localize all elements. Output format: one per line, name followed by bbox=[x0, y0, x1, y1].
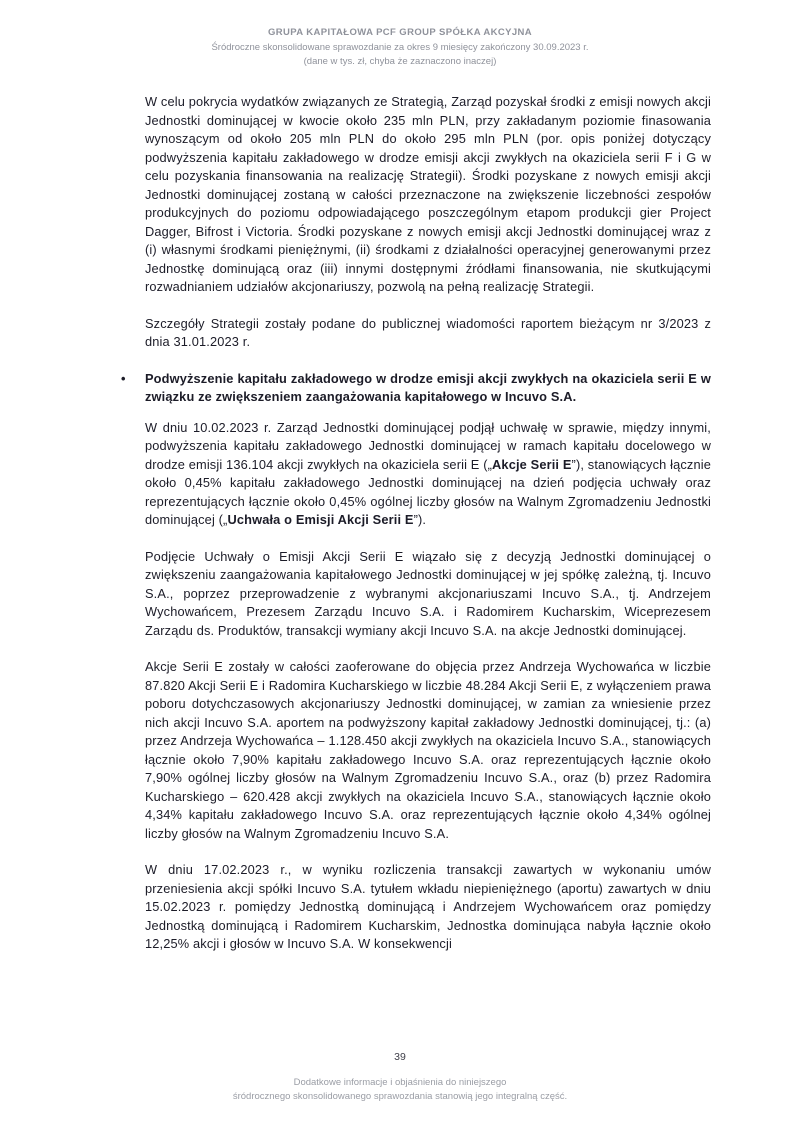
paragraph-strategy-report-reference: Szczegóły Strategii zostały podane do publicznej wiadomości raportem bieżącym nr 3/2023 z dnia 31.01.2023 r. bbox=[145, 315, 711, 349]
paragraph-resolution-series-e: W dniu 10.02.2023 r. Zarząd Jednostki dominującej podjął uchwałę w sprawie, między innymi, podwyższenia kapitału zakładowego Jednostki dominującej w ramach kapitału docelowego w drodze emisji 136.104 akcji zwykłych na okaziciela serii E („Akcje Serii E”), stanowiących łącznie około 0,45% kapitału zakładowego Jednostki dominującej na dzień podjęcia uchwały oraz reprezentujących łącznie około 0,45% ogólnej liczby głosów na Walnym Zgromadzeniu Jednostki dominującej („Uchwała o Emisji Akcji Serii E”). bbox=[145, 419, 711, 527]
document-footer bbox=[0, 1051, 800, 1104]
paragraph-transaction-settlement: W dniu 17.02.2023 r., w wyniku rozliczenia transakcji zawartych w wykonaniu umów przeniesienia akcji spółki Incuvo S.A. tytułem wkładu niepieniężnego (aportu) zawartych w dniu 15.02.2023 r. pomiędzy Jednostką dominującą i Andrzejem Wychowańcem oraz pomiędzy Jednostką dominującą i Radomirem Kucharskim, Jednostka dominująca nabyła łącznie około 12,25% akcji i głosów w Incuvo S.A. W konsekwencji bbox=[145, 862, 711, 951]
document-header bbox=[0, 27, 800, 70]
document-body bbox=[121, 93, 711, 972]
footer-note-line1: Dodatkowe informacje i objaśnienia do niniejszego bbox=[293, 1077, 507, 1088]
bullet-list-item-series-e bbox=[121, 370, 711, 407]
footer-note-line2: śródrocznego skonsolidowanego sprawozdania stanowią jego integralną część. bbox=[232, 1091, 568, 1102]
paragraph-resolution-context: Podjęcie Uchwały o Emisji Akcji Serii E wiązało się z decyzją Jednostki dominującej o zwiększeniu zaangażowania kapitałowego Jednostki dominującej w jej spółkę zależną, tj. Incuvo S.A., poprzez przeprowadzenie z wybranymi akcjonariuszami Incuvo S.A., tj. Andrzejem Wychowańcem, Prezesem Zarządu Incuvo S.A. i Radomirem Kucharskim, Wiceprezesem Zarządu ds. Produktów, transakcji wymiany akcji Incuvo S.A. na akcje Jednostki dominującej. bbox=[145, 548, 711, 638]
company-name: GRUPA KAPITAŁOWA PCF GROUP SPÓŁKA AKCYJNA bbox=[267, 27, 533, 38]
bullet-heading-series-e: Podwyższenie kapitału zakładowego w drodze emisji akcji zwykłych na okaziciela serii E w związku ze zwiększeniem zaangażowania kapitałowego w Incuvo S.A. bbox=[145, 370, 711, 404]
data-unit-note: (dane w tys. zł, chyba że zaznaczono inaczej) bbox=[303, 56, 497, 67]
page-number: 39 bbox=[394, 1051, 406, 1063]
report-title: Śródroczne skonsolidowane sprawozdanie za okres 9 miesięcy zakończony 30.09.2023 r. bbox=[211, 42, 589, 53]
paragraph-strategy-funding: W celu pokrycia wydatków związanych ze Strategią, Zarząd pozyskał środki z emisji nowych akcji Jednostki dominującej w kwocie około 235 mln PLN, przy zakładanym poziomie finasowania wynoszącym od około 205 mln PLN do około 295 mln PLN (por. opis poniżej dotyczący podwyższenia kapitału zakładowego w drodze emisji akcji zwykłych na okaziciela serii F i G w celu pozyskania finansowania na realizację Strategii). Środki pozyskane z nowych emisji akcji Jednostki dominującej zostaną w całości przeznaczone na zwiększenie liczebności zespołów produkcyjnych do poziomu odpowiadającego poszczególnym etapom produkcji gier Project Dagger, Bifrost i Victoria. Środki pozyskane z nowych emisji akcji Jednostki dominującej wraz z (i) własnymi środkami pieniężnymi, (ii) środkami z działalności operacyjnej generowanymi przez Jednostkę dominującą oraz (iii) innymi dostępnymi źródłami finansowania, nie skutkującymi rozwadnianiem udziałów akcjonariuszy, pozwolą na pełną realizację Strategii. bbox=[145, 94, 711, 294]
bullet-marker: • bbox=[121, 370, 126, 386]
paragraph-share-offer-details: Akcje Serii E zostały w całości zaoferowane do objęcia przez Andrzeja Wychowańca w liczbie 87.820 Akcji Serii E i Radomira Kucharskiego w liczbie 48.284 Akcji Serii E, z wyłączeniem prawa poboru dotychczasowych akcjonariuszy Jednostki dominującej, w zamian za wniesienie przez nich akcji Incuvo S.A. aportem na podwyższony kapitał zakładowy Jednostki dominującej, tj.: (a) przez Andrzeja Wychowańca – 1.128.450 akcji zwykłych na okaziciela Incuvo S.A., stanowiących łącznie około 7,90% kapitału zakładowego Incuvo S.A. oraz reprezentujących łącznie około 7,90% ogólnej liczby głosów na Walnym Zgromadzeniu Incuvo S.A., oraz (b) przez Radomira Kucharskiego – 620.428 akcji zwykłych na okaziciela Incuvo S.A., stanowiących łącznie około 4,34% kapitału zakładowego Incuvo S.A. oraz reprezentujących łącznie około 4,34% ogólnej liczby głosów na Walnym Zgromadzeniu Incuvo S.A. bbox=[145, 659, 711, 841]
